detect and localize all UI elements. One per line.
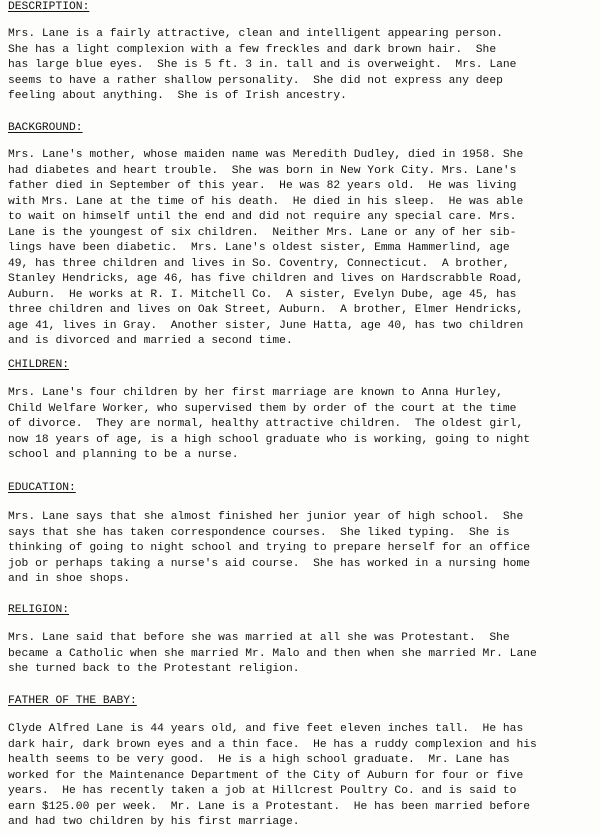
text-line: school and planning to be a nurse.	[8, 449, 239, 461]
text-line: says that she has taken correspondence courses. She liked typing. She is	[8, 526, 510, 539]
background-paragraph	[8, 148, 600, 350]
text-line: father died in September of this year. He was 82 years old. He was living	[8, 180, 517, 192]
text-line: Clyde Alfred Lane is 44 years old, and five feet eleven inches tall. He has	[8, 723, 524, 735]
text-line: Mrs. Lane said that before she was married at all she was Protestant. She	[8, 632, 510, 644]
text-line: now 18 years of age, is a high school graduate who is working, going to night	[8, 433, 531, 446]
text-line: has large blue eyes. She is 5 ft. 3 in. tall and is overweight. Mrs. Lane	[8, 59, 517, 71]
text-line: seems to have a rather shallow personality. She did not express any deep	[8, 74, 503, 87]
text-line: lings have been diabetic. Mrs. Lane's oldest sister, Emma Hammerlind, age	[8, 242, 510, 254]
text-line: Mrs. Lane's mother, whose maiden name was Meredith Dudley, died in 1958. She	[8, 149, 524, 161]
text-line: earn $125.00 per week. Mr. Lane is a Protestant. He has been married before	[8, 800, 531, 813]
section-heading-children: CHILDREN:	[8, 359, 70, 371]
text-line: years. He has recently taken a job at Hillcrest Poultry Co. and is said to	[8, 785, 517, 797]
text-line: became a Catholic when she married Mr. Malo and then when she married Mr. Lane	[8, 647, 537, 660]
text-line: She has a light complexion with a few freckles and dark brown hair. She	[8, 43, 497, 56]
text-line: Mrs. Lane says that she almost finished her junior year of high school. She	[8, 511, 524, 523]
text-line: and is divorced and married a second time.	[8, 335, 293, 347]
text-line: and in shoe shops.	[8, 573, 131, 585]
text-line: she turned back to the Protestant religion.	[8, 663, 300, 675]
text-line: feeling about anything. She is of Irish ancestry.	[8, 90, 347, 102]
text-line: worked for the Maintenance Department of the City of Auburn for four or five	[8, 769, 524, 782]
text-line: had diabetes and heart trouble. She was born in New York City. Mrs. Lane's	[8, 164, 517, 177]
section-heading-education: EDUCATION:	[8, 482, 76, 494]
text-line: with Mrs. Lane at the time of his death. He died in his sleep. He was able	[8, 195, 524, 208]
father-of-the-baby-paragraph	[8, 722, 600, 831]
text-line: dark hair, dark brown eyes and a thin face. He has a ruddy complexion and his	[8, 738, 537, 751]
children-paragraph	[8, 386, 600, 464]
section-heading-description: DESCRIPTION:	[8, 1, 90, 13]
description-paragraph	[8, 27, 600, 105]
text-line: age 41, lives in Gray. Another sister, June Hatta, age 40, has two children	[8, 319, 524, 332]
text-line: health seems to be very good. He is a high school graduate. Mr. Lane has	[8, 754, 510, 766]
text-line: Lane is the youngest of six children. Neither Mrs. Lane or any of her sib-	[8, 226, 517, 239]
education-paragraph	[8, 510, 600, 588]
section-heading-religion: RELIGION:	[8, 604, 70, 616]
text-line: job or perhaps taking a nurse's aid course. She has worked in a nursing home	[8, 557, 531, 570]
text-line: of divorce. They are normal, healthy attractive children. The oldest girl,	[8, 418, 524, 430]
text-line: and had two children by his first marriage.	[8, 816, 300, 828]
text-line: Stanley Hendricks, age 46, has five children and lives on Hardscrabble Road,	[8, 273, 524, 285]
text-line: Child Welfare Worker, who supervised them by order of the court at the time	[8, 402, 517, 415]
text-line: Mrs. Lane is a fairly attractive, clean and intelligent appearing person.	[8, 28, 503, 40]
text-line: Auburn. He works at R. I. Mitchell Co. A sister, Evelyn Dube, age 45, has	[8, 288, 517, 301]
text-line: three children and lives on Oak Street, Auburn. A brother, Elmer Hendricks,	[8, 304, 524, 316]
text-line: 49, has three children and lives in So. Coventry, Connecticut. A brother,	[8, 257, 510, 270]
text-line: thinking of going to night school and trying to prepare herself for an office	[8, 542, 531, 554]
text-line: Mrs. Lane's four children by her first marriage are known to Anna Hurley,	[8, 387, 503, 399]
section-heading-father-of-the-baby: FATHER OF THE BABY:	[8, 695, 137, 707]
text-line: to wait on himself until the end and did not require any special care. Mrs.	[8, 211, 517, 223]
section-heading-background: BACKGROUND:	[8, 122, 83, 134]
religion-paragraph	[8, 631, 600, 678]
